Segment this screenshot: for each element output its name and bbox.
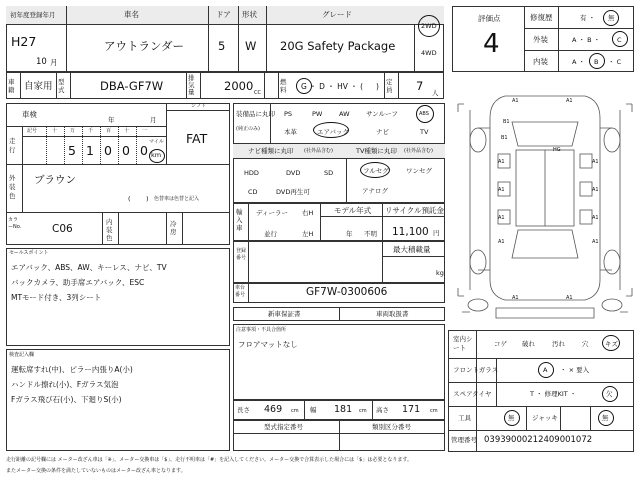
interior-selected: B <box>594 58 599 66</box>
odometer-digit: 0 <box>122 143 130 158</box>
diagram-a1: A1 <box>512 98 519 104</box>
equip-leather: 本革 <box>284 128 297 136</box>
digit-header-3: 千 <box>88 128 94 134</box>
capacity-unit: 人 <box>432 89 439 97</box>
diagram-a1: A1 <box>566 295 573 301</box>
diagram-a1: A1 <box>498 159 505 165</box>
shape-label: 形状 <box>242 10 257 19</box>
diagram-a1: A1 <box>592 187 599 193</box>
reg-year: H27 <box>11 34 37 49</box>
door-count: 5 <box>218 39 226 53</box>
tv-title-note: (社外品含む) <box>404 148 433 154</box>
diagram-b1: B1 <box>501 135 508 141</box>
import-left-h: 左H <box>302 230 314 238</box>
import-dealer: ディーラー <box>256 209 288 217</box>
color-paren: ( <box>128 195 131 203</box>
inspect-line: ハンドル擦れ(小)、Fガラス気泡 <box>11 380 119 389</box>
diagram-a1: A1 <box>592 239 599 245</box>
equip-abs: ABS <box>419 111 429 117</box>
displacement-label: 排気量 <box>188 74 195 96</box>
tv-title: TV種類に丸印 <box>356 147 397 155</box>
diagram-a1: A1 <box>566 98 573 104</box>
height-unit: cm <box>430 408 438 414</box>
manual: 車両取扱書 <box>376 310 409 318</box>
color-label: 外装色 <box>9 174 16 200</box>
diagram-b1: B1 <box>503 119 510 125</box>
navi-hdd: HDD <box>244 169 259 177</box>
equip-ps: PS <box>284 110 293 118</box>
capacity-label: 定員 <box>386 78 393 94</box>
model-label: 型式 <box>58 78 65 94</box>
digit-header-2: 万 <box>70 128 76 134</box>
color-paren-close: ) <box>146 195 149 203</box>
equipment-label: 装備品に丸印 <box>236 110 275 118</box>
seller-label: 注意事項・不具合箇所 <box>236 327 287 333</box>
equip-tv: TV <box>420 128 429 136</box>
equip-aw: AW <box>339 110 350 118</box>
odometer-digit: 5 <box>68 143 76 158</box>
tv-analog: アナログ <box>362 187 388 195</box>
mile-label: マイル <box>149 139 164 145</box>
chassis-value: GF7W-0300606 <box>306 286 388 298</box>
digit-header-4: 百 <box>106 128 112 134</box>
car-name-label: 車名 <box>124 10 139 19</box>
color-no-value: C06 <box>52 223 73 235</box>
tools-label: 工具 <box>458 414 471 422</box>
chassis-label: 車台番号 <box>235 285 246 298</box>
inspect-label: 検査記入欄 <box>9 352 35 358</box>
interior-color-label: 内装色 <box>106 218 113 242</box>
diagram-a1: A1 <box>498 239 505 245</box>
class-number-label: 類別区分番号 <box>372 423 411 431</box>
spare-selected: 欠 <box>606 390 613 398</box>
registration-label: 車籍 <box>8 78 15 94</box>
fuel-label: 燃料 <box>280 78 287 94</box>
interior-c: ・ C <box>608 58 622 66</box>
car-name: アウトランダー <box>104 39 185 53</box>
sales-line: バックカメラ、助手席エアバック、ESC <box>11 278 145 287</box>
repair-label: 修復歴 <box>530 13 553 22</box>
model-year-value: 不明 <box>364 230 377 238</box>
width-value: 181 <box>334 404 353 415</box>
color-no-label: カラーNo. <box>8 217 22 230</box>
grade-label: グレード <box>322 10 352 19</box>
tv-oneseg: ワンセグ <box>406 167 432 175</box>
recycle-unit: 円 <box>433 229 440 237</box>
fuel-close: ) <box>376 82 379 91</box>
odometer-digit: 0 <box>104 143 112 158</box>
registration-number-label: 登録番号 <box>236 248 247 261</box>
mgmt-label: 管理番号 <box>451 436 477 444</box>
km-label: km <box>151 151 162 159</box>
seat-label: 室内シート <box>453 335 473 352</box>
sales-line: エアバック、ABS、AW、キーレス、ナビ、TV <box>11 263 167 272</box>
equipment-sub-label: (純正のみ) <box>236 126 260 132</box>
score-value: 4 <box>483 29 500 59</box>
drive-4wd: 4WD <box>421 49 437 57</box>
width-unit: cm <box>359 408 367 414</box>
import-right-h: 右H <box>302 209 314 217</box>
height-label: 高さ <box>376 406 389 414</box>
digit-header-1: 十 <box>52 128 58 134</box>
interior-a: A ・ <box>572 58 586 66</box>
digit-header-6: 一 <box>142 128 148 134</box>
odometer-digit: 0 <box>140 143 148 158</box>
repair-selected: 無 <box>608 14 615 22</box>
length-label: 長さ <box>237 406 250 414</box>
odometer-digit: 1 <box>86 143 94 158</box>
cold-label: 冷房 <box>170 220 177 236</box>
exterior-label: 外装 <box>533 35 548 44</box>
seat-selected: キズ <box>605 340 618 348</box>
inspection-label: 車検 <box>22 110 37 119</box>
cc-unit: CC <box>254 90 261 96</box>
width-label: 幅 <box>310 406 317 414</box>
body-shape: W <box>245 39 257 53</box>
footer-note: またメーター交換の条件を満たしていないものはメーター改ざん車となります。 <box>6 468 186 474</box>
inspection-month: 月 <box>150 116 157 124</box>
tools-selected: 無 <box>508 414 515 422</box>
color-value: ブラウン <box>34 174 76 186</box>
footer-note: 走行距離の記号欄には メーター改ざん車は「※」、メーター交換車は「$」、走行不明車は「#」を記入してください。メーター交換で合算表示した場合には「$」は必要となります。 <box>6 457 412 463</box>
spare-items: T ・ 修理KIT ・ <box>530 390 577 398</box>
equip-airbag: エアバック <box>317 128 349 136</box>
door-label: ドア <box>216 10 231 19</box>
recycle-value: 11,100 <box>392 226 429 238</box>
digit-header-5: 十 <box>124 128 130 134</box>
shift-label: シフト <box>191 103 207 109</box>
navi-sd: SD <box>324 169 334 177</box>
navi-title: ナビ種類に丸印 <box>248 147 294 155</box>
seat-item: 破れ <box>522 340 535 348</box>
seller-notes-block <box>233 324 445 400</box>
seat-item: 汚れ <box>552 340 565 348</box>
diagram-a1: A1 <box>498 187 505 193</box>
registration-value: 自家用 <box>24 81 53 92</box>
new-warranty: 新車保証書 <box>268 310 301 318</box>
exterior-selected: C <box>617 36 622 44</box>
capacity-value: 7 <box>416 79 424 93</box>
diagram-a1: A1 <box>592 215 599 221</box>
diagram-hg: HG <box>553 147 561 153</box>
repair-options: 有 ・ <box>580 14 596 22</box>
digit-header-sign: 記号 <box>27 128 38 134</box>
interior-label: 内装 <box>533 57 548 66</box>
fglass-rest: ・ × 要入 <box>560 366 590 374</box>
grade-value: 20G Safety Package <box>280 39 396 53</box>
import-parallel: 並行 <box>264 230 277 238</box>
exterior-options: A ・ B ・ <box>572 36 601 44</box>
equip-navi: ナビ <box>376 128 389 136</box>
sales-label: セールスポイント <box>9 250 49 256</box>
color-note: 色替車は色替と記入 <box>154 196 200 202</box>
mgmt-value: 03939000212409001072 <box>484 435 593 445</box>
navi-title-note: (社外品含む) <box>304 148 333 154</box>
jack-selected: 無 <box>602 414 609 422</box>
sales-line: MTモード付き、3列シート <box>11 293 102 302</box>
reg-date-label: 初年度登録年月 <box>10 11 56 19</box>
tv-fullseg: フルセグ <box>363 167 389 175</box>
model-number-label: 型式指定番号 <box>264 423 303 431</box>
length-value: 469 <box>264 404 283 415</box>
equip-pw: PW <box>312 110 323 118</box>
displacement-value: 2000 <box>224 79 254 93</box>
length-unit: cm <box>291 408 299 414</box>
fuel-options: G ・ D ・ HV ・ ( <box>301 82 364 91</box>
height-value: 171 <box>402 404 421 415</box>
transmission-value: FAT <box>186 131 208 146</box>
seller-note: フロアマットなし <box>238 340 298 349</box>
inspect-line: Fガラス飛び石(小)、下廻りS(小) <box>11 395 122 404</box>
fglass-selected: A <box>543 366 548 374</box>
seat-item: コゲ <box>494 340 507 348</box>
inspection-year: 年 <box>108 116 115 124</box>
odometer-label: 走行 <box>9 137 16 154</box>
recycle-label: リサイクル預託金 <box>385 206 444 215</box>
navi-dvd-play: DVD再生可 <box>276 188 310 196</box>
diagram-a1: A1 <box>592 159 599 165</box>
diagram-a1: A1 <box>512 295 519 301</box>
score-label: 評価点 <box>478 14 501 23</box>
reg-month: 10 <box>36 57 47 67</box>
navi-dvd: DVD <box>286 169 301 177</box>
max-load-label: 最大積載量 <box>393 245 431 254</box>
jack-label: ジャッキ <box>532 414 558 422</box>
import-label: 輸入車 <box>236 208 243 232</box>
max-load-unit: kg <box>436 269 444 277</box>
navi-cd: CD <box>248 188 258 196</box>
seat-item: 穴 <box>582 340 589 348</box>
model-year-year: 年 <box>346 230 353 238</box>
fglass-label: フロントガラス <box>453 366 499 374</box>
inspect-line: 運転席すれ(中)、ピラー内張りA(小) <box>11 365 133 374</box>
model-value: DBA-GF7W <box>100 79 164 93</box>
equip-sunroof: サンルーフ <box>366 110 398 118</box>
drive-2wd: 2WD <box>421 22 437 30</box>
spare-label: スペアタイヤ <box>453 390 492 398</box>
reg-month-unit: 月 <box>50 58 58 67</box>
model-year-label: モデル年式 <box>334 206 372 215</box>
diagram-a1: A1 <box>498 215 505 221</box>
